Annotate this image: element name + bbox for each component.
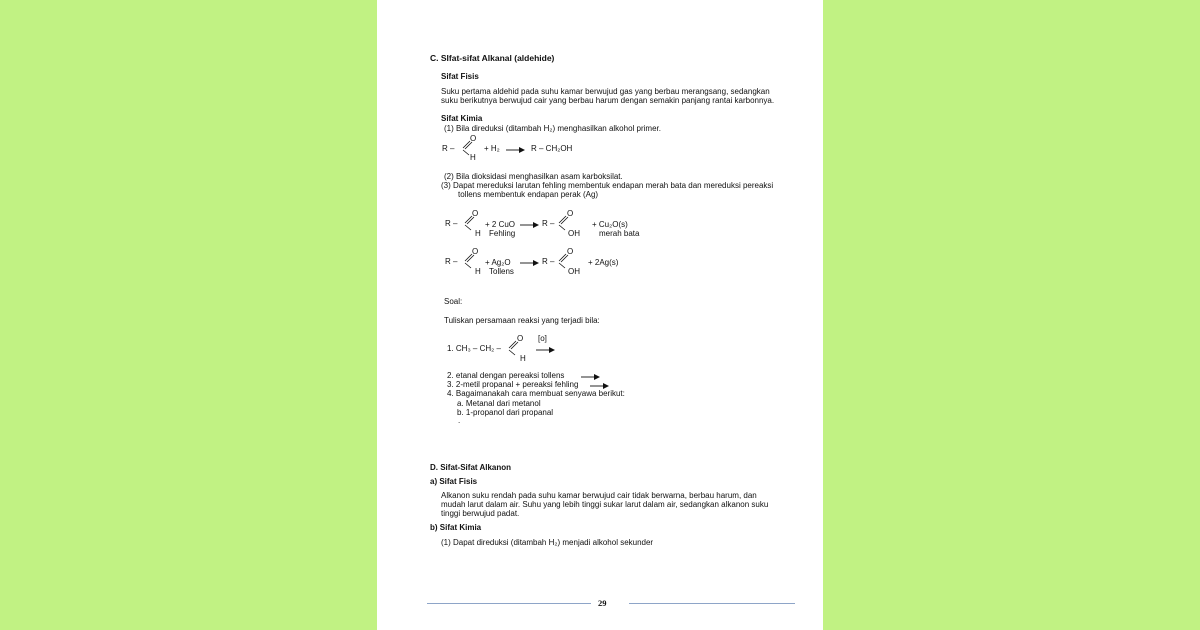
- product-r: R –: [542, 257, 555, 266]
- sifat-fisis-heading: a) Sifat Fisis: [430, 477, 478, 486]
- soal-item-3: 3. 2-metil propanal + pereaksi fehling: [447, 380, 579, 389]
- paragraph-line: Suku pertama aldehid pada suhu kamar berwujud gas yang berbau merangsang, sedangkan: [441, 87, 770, 96]
- paragraph-line: suku berikutnya berwujud cair yang berbau harum dengan semakin panjang rantai karbonnya.: [441, 96, 775, 105]
- atom-h: H: [475, 267, 481, 276]
- reactant-r: R –: [445, 219, 458, 228]
- byproduct-name: merah bata: [599, 229, 640, 238]
- reagent-h2: + H₂: [484, 144, 500, 153]
- reagent-ag2o: + Ag₂O: [485, 258, 511, 267]
- sifat-kimia-heading: Sifat Kimia: [441, 114, 483, 123]
- soal-instruction: Tuliskan persamaan reaksi yang terjadi bila:: [444, 316, 600, 325]
- oxidation-condition: [o]: [538, 334, 547, 343]
- soal-item-1-formula: 1. CH₃ – CH₂ –: [447, 344, 501, 353]
- atom-o: O: [470, 134, 477, 143]
- kimia-item-2: (2) Bila dioksidasi menghasilkan asam karboksilat.: [444, 172, 623, 181]
- footer-rule-left: [427, 603, 591, 604]
- byproduct-cu2o: + Cu₂O(s): [592, 220, 628, 229]
- product-alcohol: R – CH₂OH: [531, 144, 573, 153]
- reagent-name-tollens: Tollens: [489, 267, 514, 276]
- atom-h: H: [475, 229, 481, 238]
- atom-o: O: [517, 334, 524, 343]
- section-d-title: D. Sifat-Sifat Alkanon: [430, 463, 512, 472]
- atom-o: O: [472, 247, 479, 256]
- reagent-cuo: + 2 CuO: [485, 220, 516, 229]
- soal-item-4a: a. Metanal dari metanol: [457, 399, 541, 408]
- byproduct-ag: + 2Ag(s): [588, 258, 619, 267]
- section-c-title: C. SIfat-sifat Alkanal (aldehide): [430, 53, 555, 63]
- paragraph-line: tinggi berwujud padat.: [441, 509, 520, 518]
- reaction-arrow-icon: [519, 221, 541, 229]
- reaction-arrow-icon: [535, 346, 557, 354]
- page-number: 29: [598, 598, 607, 608]
- reactant-r: R –: [442, 144, 455, 153]
- atom-oh: OH: [568, 267, 580, 276]
- reaction-arrow-icon: [519, 259, 541, 267]
- soal-title: Soal:: [444, 297, 463, 306]
- reaction-arrow-icon: [505, 146, 527, 154]
- sifat-fisis-heading: Sifat Fisis: [441, 72, 479, 81]
- reaction-arrow-icon: [580, 373, 602, 381]
- atom-o: O: [472, 209, 479, 218]
- paragraph-line: Alkanon suku rendah pada suhu kamar berwujud cair tidak berwarna, berbau harum, dan: [441, 491, 757, 500]
- atom-oh: OH: [568, 229, 580, 238]
- atom-h: H: [520, 354, 526, 363]
- kimia-item-3-cont: tollens membentuk endapan perak (Ag): [458, 190, 599, 199]
- atom-h: H: [470, 153, 476, 162]
- atom-o: O: [567, 209, 574, 218]
- reagent-name-fehling: Fehling: [489, 229, 516, 238]
- sifat-kimia-heading: b) Sifat Kimia: [430, 523, 482, 532]
- document-page: [377, 0, 823, 630]
- paragraph-line: mudah larut dalam air. Suhu yang lebih tinggi sukar larut dalam air, sedangkan alkanon suku: [441, 500, 769, 509]
- soal-item-4: 4. Bagaimanakah cara membuat senyawa berikut:: [447, 389, 625, 398]
- reactant-r: R –: [445, 257, 458, 266]
- soal-item-2: 2. etanal dengan pereaksi tollens: [447, 371, 565, 380]
- atom-o: O: [567, 247, 574, 256]
- stray-dot: .: [458, 416, 461, 425]
- kimia-item-1: (1) Bila direduksi (ditambah H₂) menghasilkan alkohol primer.: [444, 124, 661, 133]
- kimia-item-3: (3) Dapat mereduksi larutan fehling membentuk endapan merah bata dan mereduksi pereaksi: [441, 181, 774, 190]
- kimia-item-1: (1) Dapat direduksi (ditambah H₂) menjadi alkohol sekunder: [441, 538, 654, 547]
- soal-item-4b: b. 1-propanol dari propanal: [457, 408, 554, 417]
- product-r: R –: [542, 219, 555, 228]
- footer-rule-right: [629, 603, 795, 604]
